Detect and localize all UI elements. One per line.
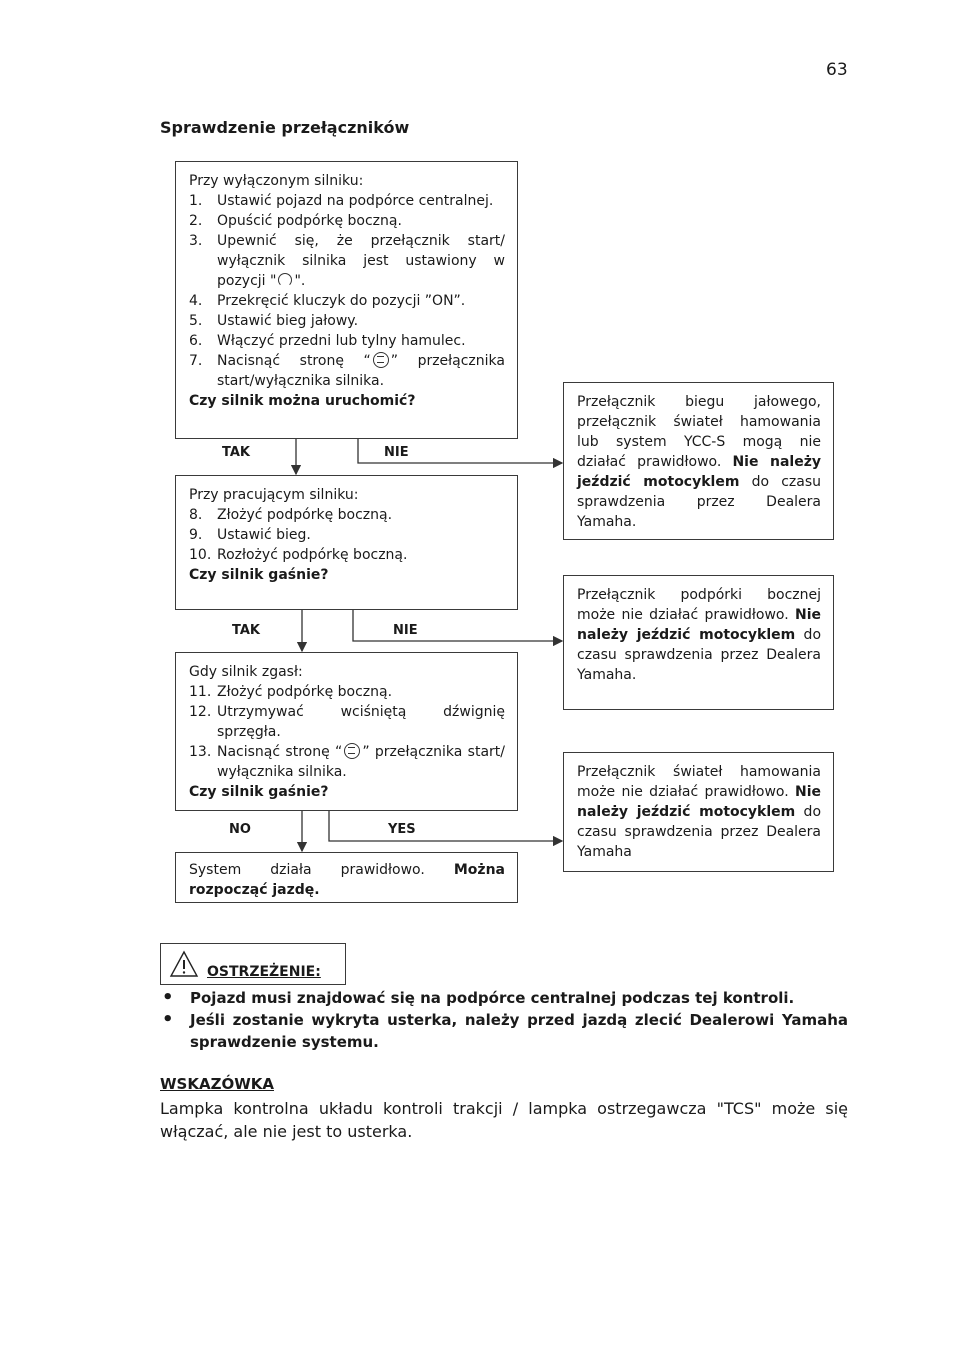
label-yes-2: TAK — [232, 623, 260, 638]
side-box-sidestand: Przełącznik podpórki bocznej może nie działać prawidłowo. Nie należy jeździć motocyklem do czasu sprawdzenia przez Dealera Yamaha. — [563, 575, 834, 710]
engine-run-symbol-icon — [278, 273, 292, 287]
step-item: 6. Włączyć przedni lub tylny hamulec. — [189, 333, 466, 349]
label-no-1: NIE — [384, 445, 409, 460]
step-list — [189, 682, 505, 782]
section-title: Sprawdzenie przełączników — [160, 118, 410, 137]
page-number: 63 — [826, 60, 848, 80]
label-no-2: NIE — [393, 623, 418, 638]
box-question: Czy silnik gaśnie? — [189, 567, 329, 583]
flow-box-engine-off — [175, 161, 518, 439]
label-no-3: NO — [229, 822, 251, 837]
step-item: 3. Upewnić się, że przełącznik start/ wyłącznik silnika jest ustawiony w pozycji " ". — [189, 233, 505, 289]
box-heading: Przy wyłączonym silniku: — [189, 173, 364, 189]
arrow-no-2 — [353, 609, 562, 641]
step-list — [189, 191, 505, 391]
step-item: 10. Rozłożyć podpórkę boczną. — [189, 547, 408, 563]
step-item: 8. Złożyć podpórkę boczną. — [189, 507, 393, 523]
step-item: 7. Nacisnąć stronę “ ” przełącznika start/wyłącznika silnika. — [189, 353, 505, 389]
warning-triangle-icon — [169, 950, 199, 978]
side-box-brake-light: Przełącznik świateł hamowania może nie działać prawidłowo. Nie należy jeździć motocyklem do czasu sprawdzenia przez Dealera Yamaha — [563, 752, 834, 872]
start-switch-symbol-icon — [373, 352, 389, 368]
step-item: 12. Utrzymywać wciśniętą dźwignię sprzęgła. — [189, 704, 505, 740]
flow-box-ok: System działa prawidłowo. Można rozpocząć jazdę. — [175, 852, 518, 903]
step-item: 5. Ustawić bieg jałowy. — [189, 313, 359, 329]
start-switch-symbol-icon — [344, 743, 360, 759]
warning-heading-box — [160, 943, 346, 985]
warning-bullet: • Jeśli zostanie wykryta usterka, należy przed jazdą zlecić Dealerowi Yamaha sprawdzenie systemu. — [162, 1009, 848, 1051]
flow-box-engine-stopped — [175, 652, 518, 811]
warning-heading: OSTRZEŻENIE: — [207, 964, 321, 980]
step-item: 11. Złożyć podpórkę boczną. — [189, 684, 393, 700]
step-item: 9. Ustawić bieg. — [189, 527, 311, 543]
step-item: 2. Opuścić podpórkę boczną. — [189, 213, 402, 229]
step-list — [189, 505, 505, 565]
note-text: Lampka kontrolna układu kontroli trakcji / lampka ostrzegawcza "TCS" może się włączać, ale nie jest to usterka. — [160, 1099, 848, 1141]
box-question: Czy silnik można uruchomić? — [189, 393, 416, 409]
step-item: 13. Nacisnąć stronę “ ” przełącznika start/ wyłącznika silnika. — [189, 744, 505, 780]
box-heading: Gdy silnik zgasł: — [189, 664, 303, 680]
arrow-yes-3 — [329, 810, 562, 841]
flow-box-engine-running — [175, 475, 518, 610]
box-question: Czy silnik gaśnie? — [189, 784, 329, 800]
label-yes-3: YES — [388, 822, 416, 837]
note-heading: WSKAZÓWKA — [160, 1075, 274, 1093]
step-item: 1. Ustawić pojazd na podpórce centralnej. — [189, 193, 494, 209]
box-heading: Przy pracującym silniku: — [189, 487, 359, 503]
step-item: 4. Przekręcić kluczyk do pozycji ”ON”. — [189, 293, 466, 309]
label-yes-1: TAK — [222, 445, 250, 460]
warning-bullet: • Pojazd musi znajdować się na podpórce centralnej podczas tej kontroli. — [162, 987, 795, 1008]
side-box-neutral-brake: Przełącznik biegu jałowego, przełącznik świateł hamowania lub system YCC-S mogą nie działać prawidłowo. Nie należy jeździć motocyklem do czasu sprawdzenia przez Dealera Yamaha. — [563, 382, 834, 540]
